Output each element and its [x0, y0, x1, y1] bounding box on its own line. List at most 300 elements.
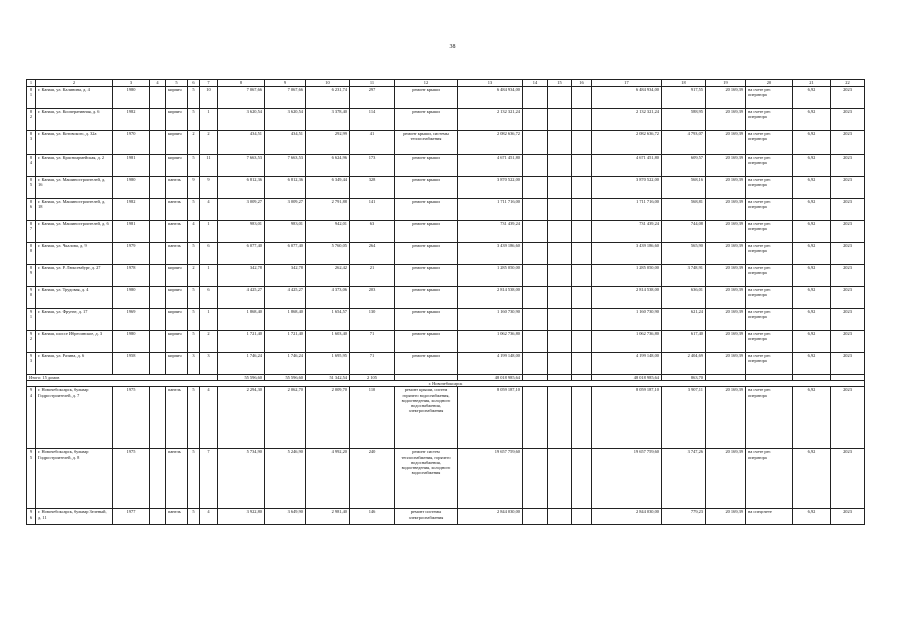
table-row: [27, 155, 865, 177]
column-number: 6: [188, 80, 200, 87]
area-cell: 983,01: [265, 221, 306, 243]
total-area-cell: 1 721,40: [218, 331, 265, 353]
empty-cell: [548, 131, 572, 155]
living-area-cell: 2 009,70: [306, 387, 350, 449]
houses-table: [26, 79, 865, 525]
empty-cell: [548, 387, 572, 449]
total-area-cell: 3 922,80: [218, 509, 265, 525]
floors-cell: 5: [188, 199, 200, 221]
empty-cell: [572, 221, 592, 243]
floors-cell: 4: [188, 221, 200, 243]
empty-cell: [572, 109, 592, 131]
empty-cell: [572, 131, 592, 155]
empty-cell: [548, 177, 572, 199]
total-area-cell: 5 734,90: [218, 449, 265, 509]
empty-cell: [523, 331, 548, 353]
empty-cell: [150, 109, 166, 131]
living-area-cell: 3 378,40: [306, 109, 350, 131]
area-sum: 55 596,60: [265, 375, 306, 381]
cost-cell: 4 199 148,00: [458, 353, 523, 375]
max-unit-cost-cell: 20 169,39: [706, 87, 746, 109]
max-unit-cost-cell: 20 169,39: [706, 509, 746, 525]
table-row: [27, 331, 865, 353]
funding-source-cell: на счете рег. оператора: [746, 155, 793, 177]
address-cell: г. Канаш, ул. Трудовая, д. 4: [36, 287, 113, 309]
owners-cost-cell: 19 657 759,60: [592, 449, 662, 509]
rate-cell: 6,92: [793, 309, 831, 331]
floors-cell: 5: [188, 449, 200, 509]
funding-source-cell: на счете рег. оператора: [746, 243, 793, 265]
empty-cell: [150, 353, 166, 375]
empty-cell: [572, 265, 592, 287]
empty-cell: [523, 221, 548, 243]
address-cell: г. Новочебоксарск, бульвар Зеленый, д. 11: [36, 509, 113, 525]
year-cell: 1958: [113, 353, 150, 375]
owners-cost-cell: 2 082 636,72: [592, 131, 662, 155]
column-number: 3: [113, 80, 150, 87]
year-cell: 1977: [113, 509, 150, 525]
funding-source-cell: на счете рег. оператора: [746, 131, 793, 155]
max-unit-cost-cell: 20 169,39: [706, 221, 746, 243]
unit-cost-cell: 3 748,91: [662, 265, 706, 287]
empty-cell: [548, 265, 572, 287]
cost-cell: 19 657 759,60: [458, 449, 523, 509]
cost-cell: 731 439,24: [458, 221, 523, 243]
work-type-cell: ремонт крыши: [395, 155, 458, 177]
living-area-cell: 1 603,40: [306, 331, 350, 353]
completion-year-cell: 2023: [831, 243, 865, 265]
unit-cost-cell: 565,90: [662, 243, 706, 265]
cost-cell: 2 844 030,00: [458, 509, 523, 525]
funding-source-cell: на счете рег. оператора: [746, 265, 793, 287]
owners-cost-cell: 6 484 934,00: [592, 87, 662, 109]
unit-cost-average: 863,70: [662, 375, 706, 381]
living-area-cell: 1 695,95: [306, 353, 350, 375]
completion-year-cell: 2023: [831, 387, 865, 449]
work-type-cell: ремонт крыши: [395, 353, 458, 375]
funding-source-cell: на счете рег. оператора: [746, 221, 793, 243]
year-cell: 1982: [113, 109, 150, 131]
empty-cell: [150, 509, 166, 525]
rate-cell: 6,92: [793, 199, 831, 221]
empty-cell: [548, 331, 572, 353]
empty-cell: [150, 287, 166, 309]
empty-cell: [150, 309, 166, 331]
rate-cell: 6,92: [793, 265, 831, 287]
rate-cell: 6,92: [793, 177, 831, 199]
entrances-cell: 7: [200, 449, 218, 509]
entrances-cell: 2: [200, 331, 218, 353]
table-row: [27, 87, 865, 109]
entrances-cell: 4: [200, 199, 218, 221]
max-unit-cost-cell: 20 169,39: [706, 287, 746, 309]
floors-cell: 3: [188, 353, 200, 375]
year-cell: 1980: [113, 287, 150, 309]
owners-cost-cell: 2 814 538,00: [592, 287, 662, 309]
unit-cost-cell: 609,57: [662, 155, 706, 177]
empty-cell: [523, 449, 548, 509]
max-unit-cost-cell: 20 169,39: [706, 109, 746, 131]
residents-cell: 264: [350, 243, 395, 265]
empty-cell: [548, 309, 572, 331]
column-number: 10: [306, 80, 350, 87]
column-number: 5: [166, 80, 188, 87]
owners-cost-cell: 3 870 522,00: [592, 177, 662, 199]
funding-source-cell: на спецсчете: [746, 509, 793, 525]
cost-cell: 6 484 934,00: [458, 87, 523, 109]
column-number: 13: [458, 80, 523, 87]
living-area-cell: 4 992,20: [306, 449, 350, 509]
total-label: Итого: 15 домов: [27, 375, 218, 381]
floors-cell: 5: [188, 387, 200, 449]
rate-cell: 6,92: [793, 353, 831, 375]
rate-cell: 6,92: [793, 243, 831, 265]
unit-cost-cell: 779,23: [662, 509, 706, 525]
total-area-cell: 3 009,27: [218, 199, 265, 221]
column-number: 16: [572, 80, 592, 87]
page-number: 38: [449, 44, 456, 50]
unit-cost-cell: 617,40: [662, 331, 706, 353]
funding-source-cell: на счете рег. оператора: [746, 109, 793, 131]
living-area-cell: 292,99: [306, 131, 350, 155]
empty-cell: [523, 155, 548, 177]
empty-cell: [548, 199, 572, 221]
cost-cell: 4 671 451,80: [458, 155, 523, 177]
address-cell: г. Новочебоксарск, бульвар Гидростроителей, д. 7: [36, 387, 113, 449]
row-number: 84: [27, 155, 36, 177]
table-row: [27, 177, 865, 199]
empty-cell: [572, 199, 592, 221]
column-number: 7: [200, 80, 218, 87]
cost-cell: 2 082 636,72: [458, 131, 523, 155]
table-row: [27, 131, 865, 155]
rate-cell: 6,92: [793, 287, 831, 309]
owners-cost-cell: 2 132 321,24: [592, 109, 662, 131]
floors-cell: 5: [188, 331, 200, 353]
column-number: 11: [350, 80, 395, 87]
completion-year-cell: 2023: [831, 309, 865, 331]
entrances-cell: 6: [200, 243, 218, 265]
unit-cost-cell: 636,01: [662, 287, 706, 309]
year-cell: 1980: [113, 87, 150, 109]
completion-year-cell: 2023: [831, 265, 865, 287]
column-number: 4: [150, 80, 166, 87]
empty-cell: [150, 221, 166, 243]
year-cell: 1979: [113, 243, 150, 265]
rate-cell: 6,92: [793, 131, 831, 155]
column-number: 17: [592, 80, 662, 87]
completion-year-cell: 2023: [831, 87, 865, 109]
empty-cell: [150, 87, 166, 109]
residents-cell: 130: [350, 309, 395, 331]
living-area-cell: 1 654,57: [306, 309, 350, 331]
residents-cell: 328: [350, 177, 395, 199]
address-cell: г. Канаш, ул. Красноармейская, д. 2: [36, 155, 113, 177]
address-cell: г. Канаш, ул. Котовского, д. 32а: [36, 131, 113, 155]
table-row: [27, 287, 865, 309]
total-area-sum: 55 596,60: [218, 375, 265, 381]
empty-cell: [150, 155, 166, 177]
table-row: [27, 387, 865, 449]
rate-cell: 6,92: [793, 387, 831, 449]
floors-cell: 5: [188, 243, 200, 265]
row-number: 92: [27, 331, 36, 353]
total-area-cell: 2 294,30: [218, 387, 265, 449]
work-type-cell: ремонт крыши: [395, 221, 458, 243]
funding-source-cell: на счете рег. оператора: [746, 309, 793, 331]
unit-cost-cell: 568,16: [662, 177, 706, 199]
cost-cell: 2 814 538,00: [458, 287, 523, 309]
empty-cell: [523, 509, 548, 525]
work-type-cell: ремонт крыши: [395, 243, 458, 265]
column-number: 9: [265, 80, 306, 87]
living-area-cell: 2 981,40: [306, 509, 350, 525]
completion-year-cell: 2023: [831, 221, 865, 243]
total-area-cell: 1 868,40: [218, 309, 265, 331]
table-row: [27, 221, 865, 243]
row-number: 88: [27, 243, 36, 265]
column-number: 18: [662, 80, 706, 87]
empty-cell: [150, 449, 166, 509]
max-unit-cost-cell: 20 169,39: [706, 331, 746, 353]
cost-cell: 3 870 522,00: [458, 177, 523, 199]
table-row: [27, 109, 865, 131]
area-cell: 1 721,40: [265, 331, 306, 353]
year-cell: 1975: [113, 449, 150, 509]
area-cell: 2 062,70: [265, 387, 306, 449]
year-cell: 1980: [113, 331, 150, 353]
address-cell: г. Канаш, ул. Машиностроителей, д. 18: [36, 199, 113, 221]
table-row: [27, 353, 865, 375]
empty-cell: [572, 87, 592, 109]
address-cell: г. Канаш, ул. Разина, д. 6: [36, 353, 113, 375]
living-area-cell: 5 760,05: [306, 243, 350, 265]
empty-cell: [150, 131, 166, 155]
completion-year-cell: 2023: [831, 449, 865, 509]
unit-cost-cell: 4 793,07: [662, 131, 706, 155]
empty-cell: [523, 109, 548, 131]
living-area-cell: 2 791,88: [306, 199, 350, 221]
material-cell: панель: [166, 243, 188, 265]
column-number: 14: [523, 80, 548, 87]
total-area-cell: 342,78: [218, 265, 265, 287]
completion-year-cell: 2023: [831, 287, 865, 309]
floors-cell: 5: [188, 509, 200, 525]
owners-cost-cell: 1 160 730,90: [592, 309, 662, 331]
empty-cell: [548, 509, 572, 525]
residents-cell: 63: [350, 221, 395, 243]
living-area-cell: 6 349,44: [306, 177, 350, 199]
rate-cell: 6,92: [793, 155, 831, 177]
column-numbers-row: [27, 80, 865, 87]
year-cell: 1981: [113, 155, 150, 177]
row-number: 93: [27, 353, 36, 375]
work-type-cell: ремонт крыши: [395, 309, 458, 331]
work-type-cell: ремонт крыши: [395, 287, 458, 309]
material-cell: кирпич: [166, 353, 188, 375]
empty-cell: [572, 287, 592, 309]
total-area-cell: 6 077,40: [218, 243, 265, 265]
empty-cell: [572, 243, 592, 265]
residents-sum: 2 105: [350, 375, 395, 381]
living-area-cell: 6 231,74: [306, 87, 350, 109]
year-cell: 1970: [113, 131, 150, 155]
entrances-cell: 10: [200, 87, 218, 109]
cost-cell: 8 059 187,10: [458, 387, 523, 449]
max-unit-cost-cell: 20 169,39: [706, 155, 746, 177]
entrances-cell: 4: [200, 387, 218, 449]
entrances-cell: 2: [200, 131, 218, 155]
max-unit-cost-cell: 20 169,39: [706, 131, 746, 155]
floors-cell: 5: [188, 309, 200, 331]
funding-source-cell: на счете рег. оператора: [746, 387, 793, 449]
work-type-cell: ремонт крыши: [395, 199, 458, 221]
column-number: 12: [395, 80, 458, 87]
completion-year-cell: 2023: [831, 353, 865, 375]
material-cell: кирпич: [166, 309, 188, 331]
funding-source-cell: на счете рег. оператора: [746, 353, 793, 375]
living-area-sum: 51 342,54: [306, 375, 350, 381]
address-cell: г. Канаш, ул. Р. Люксембург, д. 27: [36, 265, 113, 287]
year-cell: 1975: [113, 387, 150, 449]
rate-cell: 6,92: [793, 221, 831, 243]
material-cell: панель: [166, 177, 188, 199]
work-type-cell: ремонт крыши: [395, 177, 458, 199]
material-cell: панель: [166, 199, 188, 221]
row-number: 94: [27, 387, 36, 449]
cost-cell: 1 160 730,90: [458, 309, 523, 331]
funding-source-cell: на счете рег. оператора: [746, 331, 793, 353]
empty-cell: [572, 155, 592, 177]
floors-cell: 5: [188, 109, 200, 131]
floors-cell: 5: [188, 155, 200, 177]
total-area-cell: 7 663,53: [218, 155, 265, 177]
work-type-cell: ремонт крыши: [395, 87, 458, 109]
floors-cell: 2: [188, 265, 200, 287]
column-number: 8: [218, 80, 265, 87]
cost-sum: 48 018 985,64: [458, 375, 523, 381]
unit-cost-cell: 2 404,69: [662, 353, 706, 375]
address-cell: г. Канаш, ул. Калинина, д. 4: [36, 87, 113, 109]
funding-source-cell: на счете рег. оператора: [746, 87, 793, 109]
empty-cell: [548, 109, 572, 131]
empty-cell: [150, 387, 166, 449]
area-cell: 6 077,40: [265, 243, 306, 265]
area-cell: 434,51: [265, 131, 306, 155]
empty-cell: [572, 177, 592, 199]
empty-cell: [523, 131, 548, 155]
address-cell: г. Канаш, ул. Машиностроителей, д. 16: [36, 177, 113, 199]
total-area-cell: 434,51: [218, 131, 265, 155]
total-area-cell: 4 425,27: [218, 287, 265, 309]
empty-cell: [523, 309, 548, 331]
column-number: 15: [548, 80, 572, 87]
entrances-cell: 3: [200, 353, 218, 375]
column-number: 22: [831, 80, 865, 87]
empty-cell: [548, 353, 572, 375]
empty-cell: [523, 177, 548, 199]
row-number: 95: [27, 449, 36, 509]
completion-year-cell: 2023: [831, 109, 865, 131]
section-title: г. Новочебоксарск: [27, 381, 865, 387]
empty-cell: [523, 387, 548, 449]
empty-cell: [523, 287, 548, 309]
cost-cell: 1 062 736,80: [458, 331, 523, 353]
completion-year-cell: 2023: [831, 509, 865, 525]
column-number: 1: [27, 80, 36, 87]
empty-cell: [548, 287, 572, 309]
work-type-cell: ремонт крыши: [395, 331, 458, 353]
total-area-cell: 3 620,54: [218, 109, 265, 131]
area-cell: 4 425,27: [265, 287, 306, 309]
row-number: 87: [27, 221, 36, 243]
owners-cost-cell: 2 844 030,00: [592, 509, 662, 525]
entrances-cell: 1: [200, 265, 218, 287]
area-cell: 7 067,66: [265, 87, 306, 109]
owners-cost-cell: 731 439,24: [592, 221, 662, 243]
column-number: 21: [793, 80, 831, 87]
unit-cost-cell: 621,24: [662, 309, 706, 331]
living-area-cell: 262,42: [306, 265, 350, 287]
rate-cell: 6,92: [793, 449, 831, 509]
year-cell: 1969: [113, 309, 150, 331]
empty-cell: [572, 331, 592, 353]
area-cell: 342,78: [265, 265, 306, 287]
funding-source-cell: на счете рег. оператора: [746, 287, 793, 309]
funding-source-cell: на счете рег. оператора: [746, 199, 793, 221]
row-number: 85: [27, 177, 36, 199]
unit-cost-cell: 744,08: [662, 221, 706, 243]
work-type-cell: ремонт крыши: [395, 109, 458, 131]
residents-cell: 71: [350, 353, 395, 375]
work-type-cell: ремонт крыши, систем горячего водоснабжения, водоотведения, холодного водоснабжения, электроснабжения: [395, 387, 458, 449]
owners-cost-cell: 4 671 451,80: [592, 155, 662, 177]
empty-cell: [548, 87, 572, 109]
row-number: 82: [27, 109, 36, 131]
address-cell: г. Канаш, ул. Кооперативная, д. 6: [36, 109, 113, 131]
year-cell: 1982: [113, 199, 150, 221]
empty-cell: [572, 387, 592, 449]
address-cell: г. Канаш, ул. Чкалова, д. 9: [36, 243, 113, 265]
empty-cell: [572, 309, 592, 331]
empty-cell: [572, 353, 592, 375]
cost-cell: 1 285 050,00: [458, 265, 523, 287]
empty-cell: [548, 243, 572, 265]
work-type-cell: ремонт систем теплоснабжения, горячего водоснабжения, водоотведения, холодного водоснабжения: [395, 449, 458, 509]
material-cell: панель: [166, 449, 188, 509]
cost-cell: 3 439 186,60: [458, 243, 523, 265]
row-number: 86: [27, 199, 36, 221]
residents-cell: 203: [350, 287, 395, 309]
residents-cell: 297: [350, 87, 395, 109]
owners-cost-cell: 1 711 716,00: [592, 199, 662, 221]
empty-cell: [150, 199, 166, 221]
material-cell: кирпич: [166, 287, 188, 309]
owners-cost-sum: 48 018 985,64: [592, 375, 662, 381]
table-row: [27, 509, 865, 525]
entrances-cell: 1: [200, 221, 218, 243]
max-unit-cost-cell: 20 169,39: [706, 449, 746, 509]
address-cell: г. Канаш, ул. Машиностроителей, д. 6: [36, 221, 113, 243]
rate-cell: 6,92: [793, 109, 831, 131]
empty-cell: [150, 331, 166, 353]
empty-cell: [523, 353, 548, 375]
row-number: 91: [27, 309, 36, 331]
empty-cell: [572, 449, 592, 509]
area-cell: 5 246,90: [265, 449, 306, 509]
year-cell: 1980: [113, 177, 150, 199]
owners-cost-cell: 8 059 187,10: [592, 387, 662, 449]
